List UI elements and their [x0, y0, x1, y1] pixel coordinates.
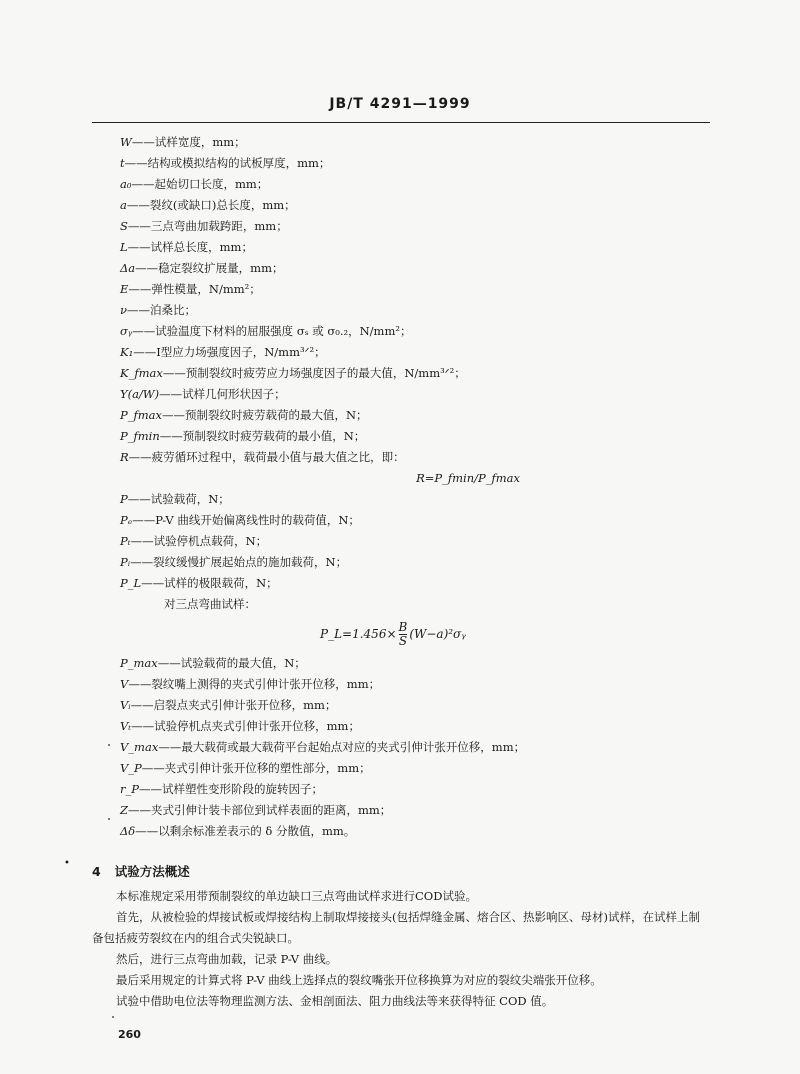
symbol-row [120, 363, 740, 384]
scan-speck [112, 1016, 114, 1018]
symbol-desc: ——裂纹嘴上测得的夹式引伸计张开位移，mm； [128, 677, 381, 691]
symbol-desc: ——试样几何形状因子； [159, 387, 286, 401]
symbol: R [120, 450, 129, 464]
paragraph: 试验中借助电位法等物理监测方法、金相剖面法、阻力曲线法等来获得特征 COD 值。 [116, 994, 554, 1008]
symbol-desc: ——最大载荷或最大载荷平台起始点对应的夹式引伸计张开位移，mm； [158, 740, 526, 754]
symbol: V_max [120, 740, 159, 754]
symbol-desc: ——夹式引伸计张开位移的塑性部分，mm； [141, 761, 371, 775]
symbol-row [120, 195, 740, 216]
symbol-row [120, 321, 740, 342]
symbol: Z [120, 803, 128, 817]
symbol-row [120, 573, 740, 594]
symbol: L [120, 240, 128, 254]
symbol: V [120, 677, 129, 691]
symbol-desc: ——试样宽度，mm； [131, 135, 246, 149]
symbol-row [120, 153, 740, 174]
symbol-row [120, 279, 740, 300]
symbol: Δδ [120, 824, 136, 838]
symbol: Y(a/W) [120, 387, 160, 401]
symbol: P_fmax [120, 408, 162, 422]
r-formula: R=P_fmin/P_fmax [416, 471, 520, 485]
symbol-desc: ——试样的极限载荷，N； [141, 576, 278, 590]
paragraph: 最后采用规定的计算式将 P-V 曲线上选择点的裂纹嘴张开位移换算为对应的裂纹尖端张开位移。 [116, 973, 602, 987]
symbol-desc: ——三点弯曲加载跨距，mm； [127, 219, 288, 233]
symbol-row [120, 531, 740, 552]
symbol-desc: ——P-V 曲线开始偏离线性时的载荷值，N； [132, 513, 360, 527]
symbol-row [120, 758, 740, 779]
symbol: a₀ [120, 177, 132, 191]
symbol-row [120, 552, 740, 573]
symbol: S [120, 219, 128, 233]
symbol-desc: ——弹性模量，N/mm²； [128, 282, 261, 296]
symbol: W [120, 135, 132, 149]
symbol: Vᵢ [120, 698, 131, 712]
paragraph: 本标准规定采用带预制裂纹的单边缺口三点弯曲试样求进行COD试验。 [116, 889, 477, 903]
symbol-row [120, 653, 740, 674]
symbol-desc: ——试样总长度，mm； [127, 240, 253, 254]
symbol-row [120, 384, 740, 405]
scan-speck [108, 818, 110, 820]
symbol-row [120, 405, 740, 426]
symbol: K₁ [120, 345, 134, 359]
symbol-desc: ——裂纹(或缺口)总长度，mm； [126, 198, 296, 212]
paragraph: 然后，进行三点弯曲加载，记录 P-V 曲线。 [116, 952, 338, 966]
section-heading [92, 862, 190, 880]
section-number: 4 [92, 864, 101, 879]
symbol: r_P [120, 782, 139, 796]
symbol-row [120, 489, 740, 510]
symbol: P [120, 492, 128, 506]
symbol: E [120, 282, 129, 296]
symbol: σᵧ [120, 324, 133, 338]
symbol-list [120, 132, 740, 842]
symbol-row [120, 174, 740, 195]
symbol: Pₜ [120, 534, 131, 548]
symbol-desc: ——启裂点夹式引伸计张开位移，mm； [130, 698, 337, 712]
symbol-row [120, 737, 740, 758]
symbol-desc: ——裂纹缓慢扩展起始点的施加载荷，N； [130, 555, 348, 569]
symbol-row [120, 716, 740, 737]
pl-formula-left: P_L=1.456× [320, 627, 397, 641]
symbol: Pₑ [120, 513, 133, 527]
symbol-row [120, 237, 740, 258]
symbol-row [120, 510, 740, 531]
symbol-row [120, 695, 740, 716]
symbol: P_max [120, 656, 158, 670]
symbol-row [120, 426, 740, 447]
symbol: Δa [120, 261, 136, 275]
body-text [92, 886, 710, 1012]
scan-speck [108, 744, 110, 746]
symbol-desc: ——疲劳循环过程中，载荷最小值与最大值之比，即： [128, 450, 405, 464]
pl-formula-fraction [399, 621, 408, 648]
symbol-desc: ——试验温度下材料的屈服强度 σₛ 或 σ₀.₂，N/mm²； [132, 324, 412, 338]
symbol: V_P [120, 761, 142, 775]
symbol-desc: ——预制裂纹时疲劳应力场强度因子的最大值，N/mm³ᐟ²； [162, 366, 466, 380]
symbol-desc: ——试验停机点夹式引伸计张开位移，mm； [131, 719, 360, 733]
header-rule [92, 122, 710, 123]
symbol-desc: ——以剩余标准差表示的 δ 分散值，mm。 [135, 824, 356, 838]
symbol-desc: ——试验载荷的最大值，N； [157, 656, 306, 670]
pl-formula-denominator: S [398, 634, 408, 648]
symbol: a [120, 198, 127, 212]
section-title: 试验方法概述 [114, 864, 190, 879]
margin-dot: • [64, 858, 70, 869]
symbol-row [120, 447, 740, 468]
pl-formula [120, 615, 740, 653]
page-number: 260 [118, 1028, 141, 1041]
symbol: t [120, 156, 125, 170]
symbol-row [120, 258, 740, 279]
symbol-desc: ——预制裂纹时疲劳载荷的最大值，N； [162, 408, 368, 422]
symbol-desc: ——泊桑比； [127, 303, 196, 317]
symbol-row [120, 132, 740, 153]
symbol-row [120, 821, 740, 842]
symbol: Vₜ [120, 719, 132, 733]
symbol-desc: ——起始切口长度，mm； [131, 177, 269, 191]
symbol-row [120, 216, 740, 237]
symbol-desc: ——试验载荷，N； [127, 492, 230, 506]
symbol: P_L [120, 576, 142, 590]
symbol: Pᵢ [120, 555, 131, 569]
pl-formula-numerator: B [398, 620, 408, 634]
symbol: ν [120, 303, 127, 317]
symbol-desc: ——Ⅰ型应力场强度因子，N/mm³ᐟ²； [133, 345, 326, 359]
symbol-row [120, 342, 740, 363]
three-point-label: 对三点弯曲试样： [164, 597, 256, 611]
symbol-desc: ——结构或模拟结构的试板厚度，mm； [124, 156, 331, 170]
pl-formula-right: (W−a)²σᵧ [409, 627, 466, 641]
symbol-desc: ——预制裂纹时疲劳载荷的最小值，N； [159, 429, 366, 443]
symbol-desc: ——试验停机点载荷，N； [130, 534, 268, 548]
page-header: JB/T 4291—1999 [329, 96, 471, 112]
symbol-row [120, 779, 740, 800]
symbol: K_fmax [120, 366, 163, 380]
symbol-row [120, 800, 740, 821]
symbol-desc: ——夹式引伸计装卡部位到试样表面的距离，mm； [128, 803, 392, 817]
symbol-desc: ——稳定裂纹扩展量，mm； [135, 261, 284, 275]
symbol: P_fmin [120, 429, 160, 443]
symbol-desc: ——试样塑性变形阶段的旋转因子； [139, 782, 323, 796]
symbol-row [120, 674, 740, 695]
symbol-row [120, 300, 740, 321]
paragraph: 首先，从被检验的焊接试板或焊接结构上制取焊接接头(包括焊缝金属、熔合区、热影响区、母材)试样，在试样上制备包括疲劳裂纹在内的组合式尖锐缺口。 [92, 910, 700, 945]
